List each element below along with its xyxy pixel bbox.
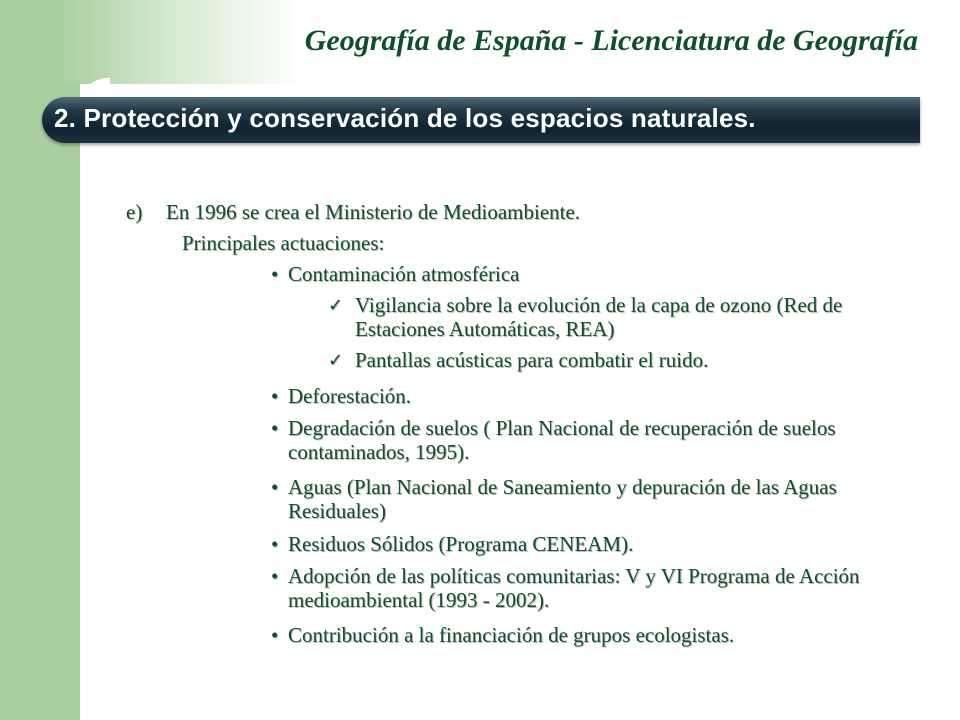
bullet-icon: • [271,623,279,647]
subheading: Principales actuaciones: [182,231,385,255]
bullet-icon: • [271,262,279,286]
bullet-icon: • [271,384,279,408]
list-item: Degradación de suelos ( Plan Nacional de recuperación de suelos contaminados, 1995). [288,416,836,464]
sub-list-item: Pantallas acústicas para combatir el ruido. [355,348,709,372]
list-item: Residuos Sólidos (Programa CENEAM). [288,532,634,556]
list-item: Deforestación. [288,384,412,408]
bullet-icon: • [271,532,279,556]
list-item: Adopción de las políticas comunitarias: V y VI Programa de Acción medioambiental (1993 - 2002). [288,564,860,612]
list-item: Contaminación atmosférica [288,262,520,286]
course-title: Geografía de España - Licenciatura de Geografía [304,24,918,57]
sub-list-item: Vigilancia sobre la evolución de la capa de ozono (Red de Estaciones Automáticas, REA) [355,293,843,341]
list-item: Contribución a la financiación de grupos ecologistas. [288,623,735,647]
list-item: Aguas (Plan Nacional de Saneamiento y depuración de las Aguas Residuales) [288,475,837,523]
checkmark-icon: ✓ [328,295,344,316]
bullet-icon: • [271,475,279,499]
bullet-icon: • [271,564,279,588]
list-marker-e: e) [126,200,143,224]
intro-text: En 1996 se crea el Ministerio de Medioambiente. [166,200,581,224]
bullet-icon: • [271,416,279,440]
section-title: 2. Protección y conservación de los espacios naturales. [54,103,756,133]
checkmark-icon: ✓ [328,350,344,371]
